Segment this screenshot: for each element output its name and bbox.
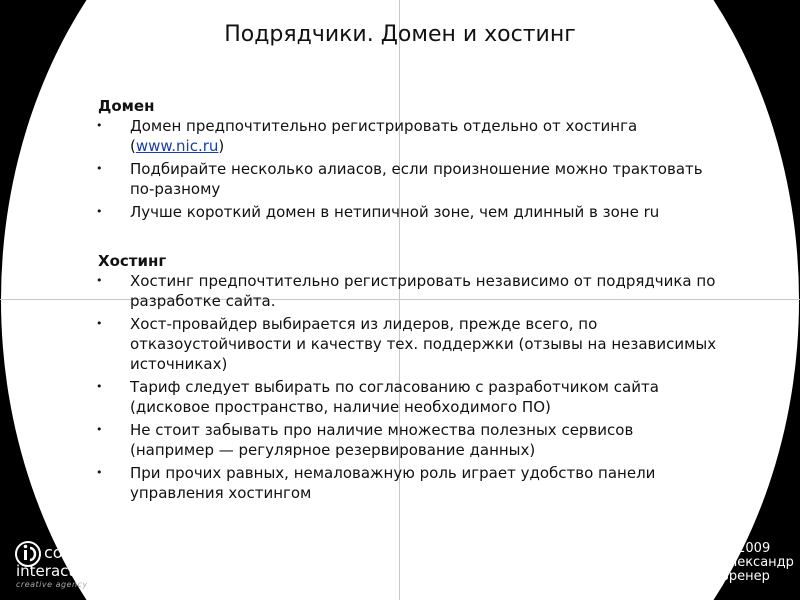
domain-list bbox=[98, 116, 718, 222]
list-item: • Лучше короткий домен в нетипичной зоне, чем длинный в зоне ru bbox=[98, 202, 718, 222]
slide-title: Подрядчики. Домен и хостинг bbox=[224, 22, 576, 47]
list-item: • Не стоит забывать про наличие множества полезных сервисов (например — регулярное резервирование данных) bbox=[98, 420, 718, 460]
nic-ru-link[interactable]: www.nic.ru bbox=[135, 137, 219, 155]
author-last-name: Бренер bbox=[720, 569, 770, 584]
list-item: • Тариф следует выбирать по согласованию с разработчиком сайта (дисковое пространство, наличие необходимого ПО) bbox=[98, 377, 718, 417]
copyright-year: © 2009 bbox=[720, 541, 771, 556]
domain-heading: Домен bbox=[98, 97, 155, 115]
slide-content bbox=[98, 96, 718, 506]
logo-text-interactive: interactive bbox=[16, 562, 97, 580]
logo-text-contrast: contrast bbox=[44, 543, 110, 562]
list-item: • При прочих равных, немаловажную роль играет удобство панели управления хостингом bbox=[98, 463, 718, 503]
list-item: • Хост-провайдер выбирается из лидеров, прежде всего, по отказоустойчивости и качеству тех. поддержки (отзывы на независимых источниках) bbox=[98, 314, 718, 374]
contrast-interactive-logo bbox=[14, 538, 144, 594]
hosting-heading: Хостинг bbox=[98, 252, 167, 270]
author-first-name: Александр bbox=[720, 555, 794, 570]
list-item: • Домен предпочтительно регистрировать отдельно от хостинга (www.nic.ru) bbox=[98, 116, 718, 156]
list-item: • Хостинг предпочтительно регистрировать независимо от подрядчика по разработке сайта. bbox=[98, 271, 718, 311]
hosting-list bbox=[98, 271, 718, 503]
copyright-notice bbox=[720, 542, 800, 584]
list-item: • Подбирайте несколько алиасов, если произношение можно трактовать по-разному bbox=[98, 159, 718, 199]
logo-text-tagline: creative agency bbox=[16, 580, 88, 589]
